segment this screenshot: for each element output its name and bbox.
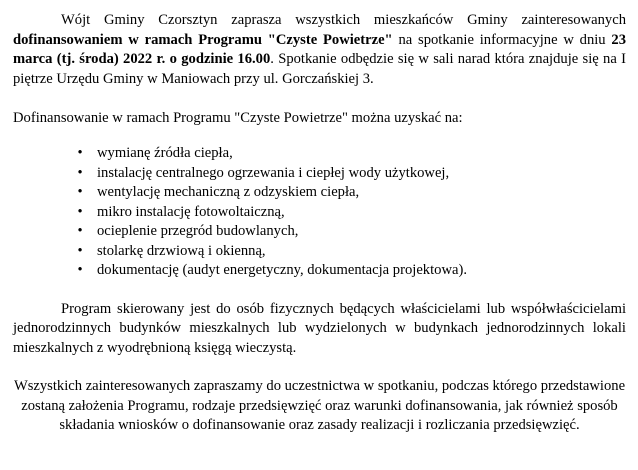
program-name-bold: dofinansowaniem w ramach Programu "Czyste Powietrze" (13, 31, 393, 48)
bullet-icon: • (77, 242, 83, 259)
list-item (13, 222, 626, 242)
bullet-icon: • (77, 184, 83, 200)
list-item-text: mikro instalację fotowoltaiczną, (97, 203, 285, 220)
invitation-text-2: na spotkanie informacyjne w dniu (392, 31, 612, 48)
list-item (13, 203, 626, 223)
list-item (13, 261, 626, 281)
list-item-text: wymianę źródła ciepła, (97, 145, 233, 161)
invitation-text-3: . Spotkanie odbędzie się w sali narad która znajduje się na I piętrze Urzędu Gminy w Maniowach przy ul. Gorczańskiej 3. (13, 51, 626, 87)
paragraph-gap (13, 89, 626, 109)
list-item-text: stolarkę drzwiową i okienną, (97, 242, 266, 259)
list-item (13, 242, 626, 262)
funding-list (13, 144, 626, 281)
closing-paragraph: Wszystkich zainteresowanych zapraszamy do uczestnictwa w spotkaniu, podczas którego przedstawione zostaną założenia Programu, rodzaje przedsięwzięć oraz warunki dofinansowania, jak również sposób składania wniosków o dofinansowanie oraz zasady realizacji i rozliczania przedsięwzięć. (13, 378, 626, 433)
meeting-date-bold: 23 marca (tj. środa) 2022 r. o godzinie 16.00 (13, 31, 626, 67)
bullet-icon: • (77, 145, 83, 161)
list-item (13, 144, 626, 164)
invitation-paragraph (13, 11, 626, 89)
bullet-icon: • (77, 164, 83, 181)
bullet-icon: • (77, 203, 83, 220)
bullet-icon: • (77, 223, 83, 239)
funding-intro: Dofinansowanie w ramach Programu "Czyste Powietrze" można uzyskać na: (13, 109, 463, 126)
list-item-text: ocieplenie przegród budowlanych, (97, 223, 299, 239)
list-item-text: dokumentację (audyt energetyczny, dokumentacja projektowa). (97, 262, 467, 278)
program-target-paragraph: Program skierowany jest do osób fizycznych będących właścicielami lub współwłaścicielami jednorodzinnych budynków mieszkalnych lub wydzielonych w budynkach jednorodzinnych lokali mieszkalnych z wyodrębnioną księgą wieczystą. (13, 300, 626, 356)
list-item-text: instalację centralnego ogrzewania i ciepłej wody użytkowej, (97, 164, 450, 181)
list-item (13, 183, 626, 203)
invitation-text-1: Wójt Gminy Czorsztyn zaprasza wszystkich mieszkańców Gminy zainteresowanych (61, 12, 626, 28)
list-item (13, 164, 626, 184)
bullet-icon: • (77, 262, 83, 278)
list-item-text: wentylację mechaniczną z odzyskiem ciepła, (97, 184, 360, 200)
